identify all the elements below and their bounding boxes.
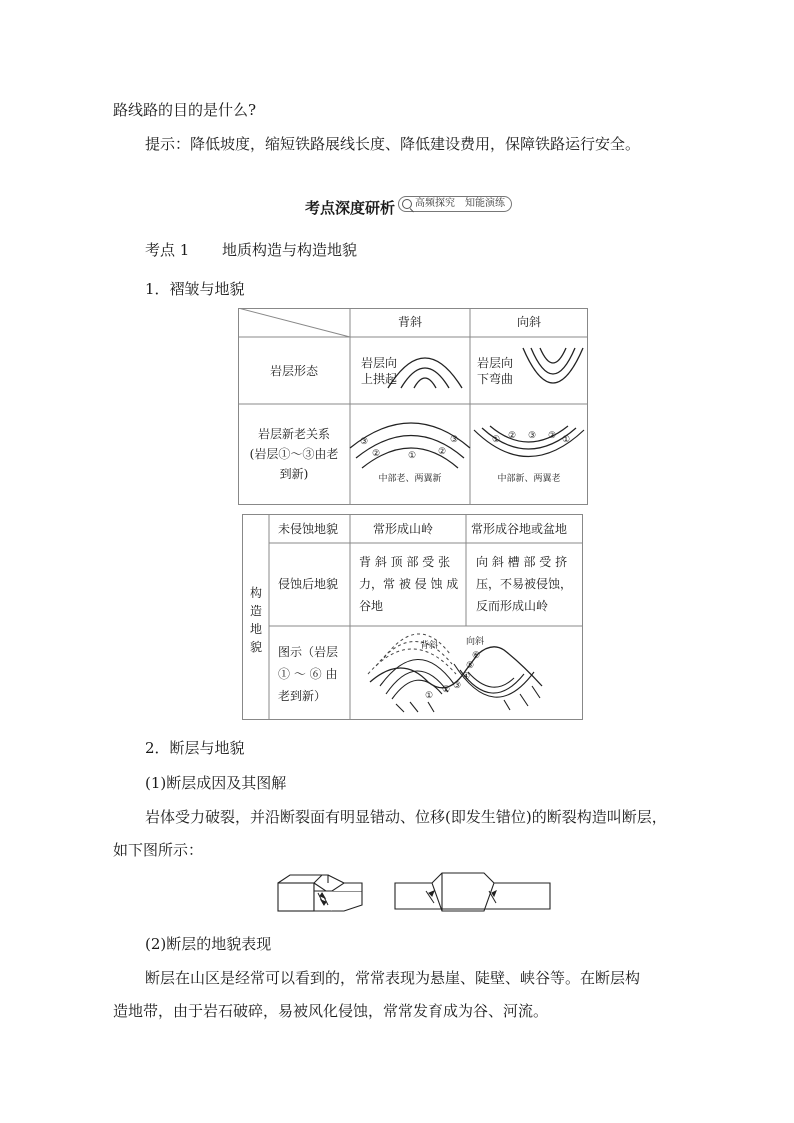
syn-num-1-right: ① [562, 435, 571, 445]
diagram-label-syncline: 向斜 [466, 637, 485, 647]
anti-uneroded: 常形成山岭 [373, 522, 434, 536]
header-syncline: 向斜 [516, 315, 541, 329]
fault-body-l1: 断层在山区是经常可以看到的，常常表现为悬崖、陡壁、峡谷等。在断层构 [145, 969, 641, 987]
diag-num-6: ⑥ [472, 651, 481, 661]
row-eroded-label: 侵蚀后地貌 [278, 577, 339, 591]
landform-char-1: 构 [249, 586, 262, 600]
syn-num-2-left: ② [508, 431, 517, 441]
landform-side-label [248, 584, 264, 656]
row-age-l3: 到新) [279, 467, 309, 481]
fault-diagrams [276, 871, 556, 913]
row-shape-label: 岩层形态 [269, 364, 318, 378]
diag-num-4: ④ [462, 672, 471, 682]
syn-eroded-l3: 反而形成山岭 [476, 599, 549, 613]
row-uneroded-label: 未侵蚀地貌 [278, 522, 339, 536]
question-line: 路线路的目的是什么? [113, 101, 257, 119]
syn-uneroded: 常形成谷地或盆地 [471, 522, 568, 536]
header-anticline: 背斜 [397, 315, 422, 329]
landform-char-2: 造 [249, 604, 262, 618]
anti-num-2-left: ② [372, 449, 381, 459]
anti-eroded-l1: 背 斜 顶 部 受 张 [359, 555, 451, 569]
anti-num-1: ① [408, 451, 417, 461]
diag-num-2: ② [442, 685, 451, 695]
anti-shape-l2: 上拱起 [361, 372, 398, 386]
syn-shape-l1: 岩层向 [477, 356, 514, 370]
anti-num-3-right: ③ [450, 435, 459, 445]
magnifier-icon [402, 199, 412, 209]
row-diagram-l3: 老到新） [278, 689, 327, 703]
anti-num-3-left: ③ [360, 437, 369, 447]
fault-heading: 2．断层与地貌 [145, 739, 245, 757]
diagram-label-anticline: 背斜 [420, 641, 439, 651]
diag-num-5: ⑤ [466, 661, 475, 671]
row-diagram-l2: ① ～ ⑥ 由 [278, 667, 338, 681]
row-diagram-l1: 图示（岩层 [278, 645, 339, 659]
anti-num-2-right: ② [438, 447, 447, 457]
section-badge-text: 高频探究 知能演练 [415, 198, 505, 209]
syn-shape-l2: 下弯曲 [477, 372, 514, 386]
kaodian-label: 考点 1 [145, 241, 190, 259]
diag-num-1: ① [425, 691, 434, 701]
row-age-l1: 岩层新老关系 [257, 427, 330, 441]
anti-shape-l1: 岩层向 [361, 356, 398, 370]
anti-eroded-l2: 力，常 被 侵 蚀 成 [359, 577, 459, 591]
syn-num-1-left: ① [492, 435, 501, 445]
section-title: 考点深度研析 [305, 199, 396, 217]
fault-def-l2: 如下图所示： [113, 841, 204, 859]
fault-body-l2: 造地带，由于岩石破碎，易被风化侵蚀，常常发育成为谷、河流。 [113, 1002, 549, 1020]
anti-age-caption: 中部老、两翼新 [378, 474, 442, 484]
syn-age-caption: 中部新、两翼老 [497, 474, 561, 484]
fault-sub2: (2)断层的地貌表现 [145, 935, 272, 953]
section-badge [398, 196, 512, 212]
landform-char-3: 地 [249, 622, 262, 636]
syn-eroded-l2: 压，不易被侵蚀， [476, 577, 573, 591]
syn-num-3: ③ [528, 431, 537, 441]
kaodian-title: 地质构造与构造地貌 [222, 241, 358, 259]
diag-num-3: ③ [453, 681, 462, 691]
fold-table-landform [242, 514, 583, 720]
hint-text: 提示：降低坡度，缩短铁路展线长度、降低建设费用，保障铁路运行安全。 [145, 135, 641, 153]
fault-sub1: (1)断层成因及其图解 [145, 774, 287, 792]
fold-heading: 1．褶皱与地貌 [145, 280, 245, 298]
syn-eroded-l1: 向 斜 槽 部 受 挤 [476, 555, 568, 569]
row-age-l2: (岩层①～③由老 [249, 447, 339, 461]
fault-def-l1: 岩体受力破裂，并沿断裂面有明显错动、位移(即发生错位)的断裂构造叫断层， [145, 808, 667, 826]
anti-eroded-l3: 谷地 [359, 599, 384, 613]
landform-char-4: 貌 [249, 640, 262, 654]
syn-num-2-right: ② [548, 431, 557, 441]
fold-table-top [238, 308, 588, 505]
